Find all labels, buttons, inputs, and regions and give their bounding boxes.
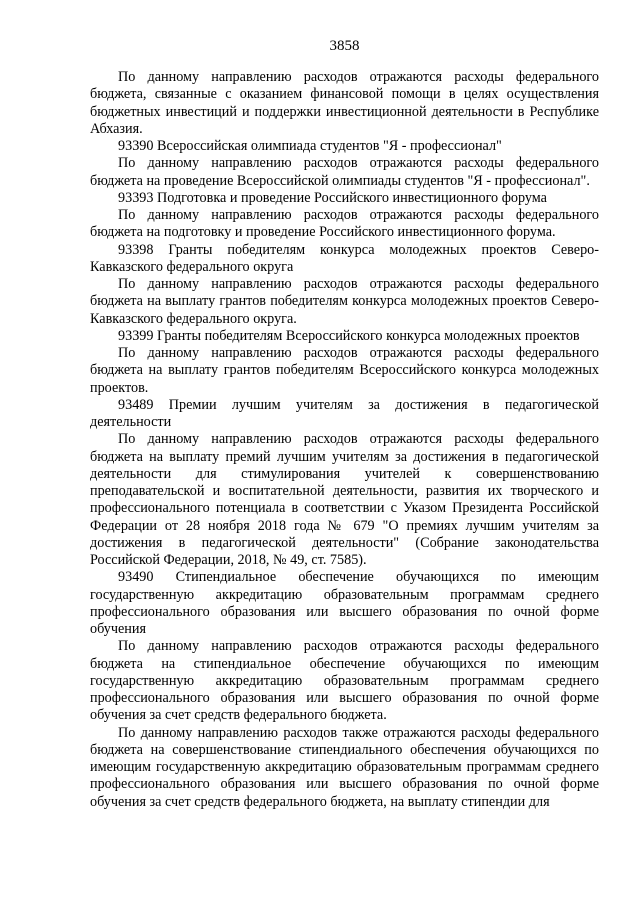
page-number: 3858 [329,38,360,54]
section-heading-93393: 93393 Подготовка и проведение Российского инвестиционного форума [118,189,547,206]
section-heading-93489: 93489 Премии лучшим учителям за достижения в педагогической деятельности [90,396,599,430]
section-heading-93390: 93390 Всероссийская олимпиада студентов "Я - профессионал" [118,138,502,154]
section-heading-93490: 93490 Стипендиальное обеспечение обучающихся по имеющим государственную аккредитацию образовательным программам среднего профессионального образования или высшего образования по очной форме обучения [90,569,599,637]
section-heading-93398: 93398 Гранты победителям конкурса молодежных проектов Северо-Кавказского федерального округа [90,241,599,275]
paragraph-5: По данному направлению расходов отражаются расходы федерального бюджета на подготовку и проведение Российского инвестиционного форума. [90,207,599,241]
paragraph-3: По данному направлению расходов отражаются расходы федерального бюджета на проведение Всероссийской олимпиады студентов "Я - профессионал". [90,155,599,189]
paragraph-1: По данному направлению расходов отражаются расходы федерального бюджета, связанные с оказанием финансовой помощи в целях осуществления бюджетных инвестиций и поддержки инвестиционной деятельности в Республике Абхазия. [90,69,599,137]
paragraph-13: По данному направлению расходов отражаются расходы федерального бюджета на стипендиальное обеспечение обучающихся по имеющим государственную аккредитацию образовательным программам среднего профессионального образования или высшего образования по очной форме обучения за счет средств федерального бюджета. [90,638,599,724]
paragraph-14: По данному направлению расходов также отражаются расходы федерального бюджета на совершенствование стипендиального обеспечения обучающихся по имеющим государственную аккредитацию образовательным программам среднего профессионального образования или высшего образования по очной форме обучения за счет средств федерального бюджета, на выплату стипендии для [90,724,599,810]
section-heading-93399: 93399 Гранты победителям Всероссийского конкурса молодежных проектов [118,327,580,344]
paragraph-7: По данному направлению расходов отражаются расходы федерального бюджета на выплату грантов победителям конкурса молодежных проектов Северо-Кавказского федерального округа. [90,276,599,327]
paragraph-11: По данному направлению расходов отражаются расходы федерального бюджета на выплату премий лучшим учителям за достижения в педагогической деятельности для стимулирования учителей к совершенствованию преподавательской и воспитательной деятельности, развития их творческого и профессионального потенциала в соответствии с Указом Президента Российской Федерации от 28 ноября 2018 года № 679 "О премиях лучшим учителям за достижения в педагогической деятельности" (Собрание законодательства Российской Федерации, 2018, № 49, ст. 7585). [90,431,599,568]
paragraph-9: По данному направлению расходов отражаются расходы федерального бюджета на выплату грантов победителям Всероссийского конкурса молодежных проектов. [90,345,599,396]
